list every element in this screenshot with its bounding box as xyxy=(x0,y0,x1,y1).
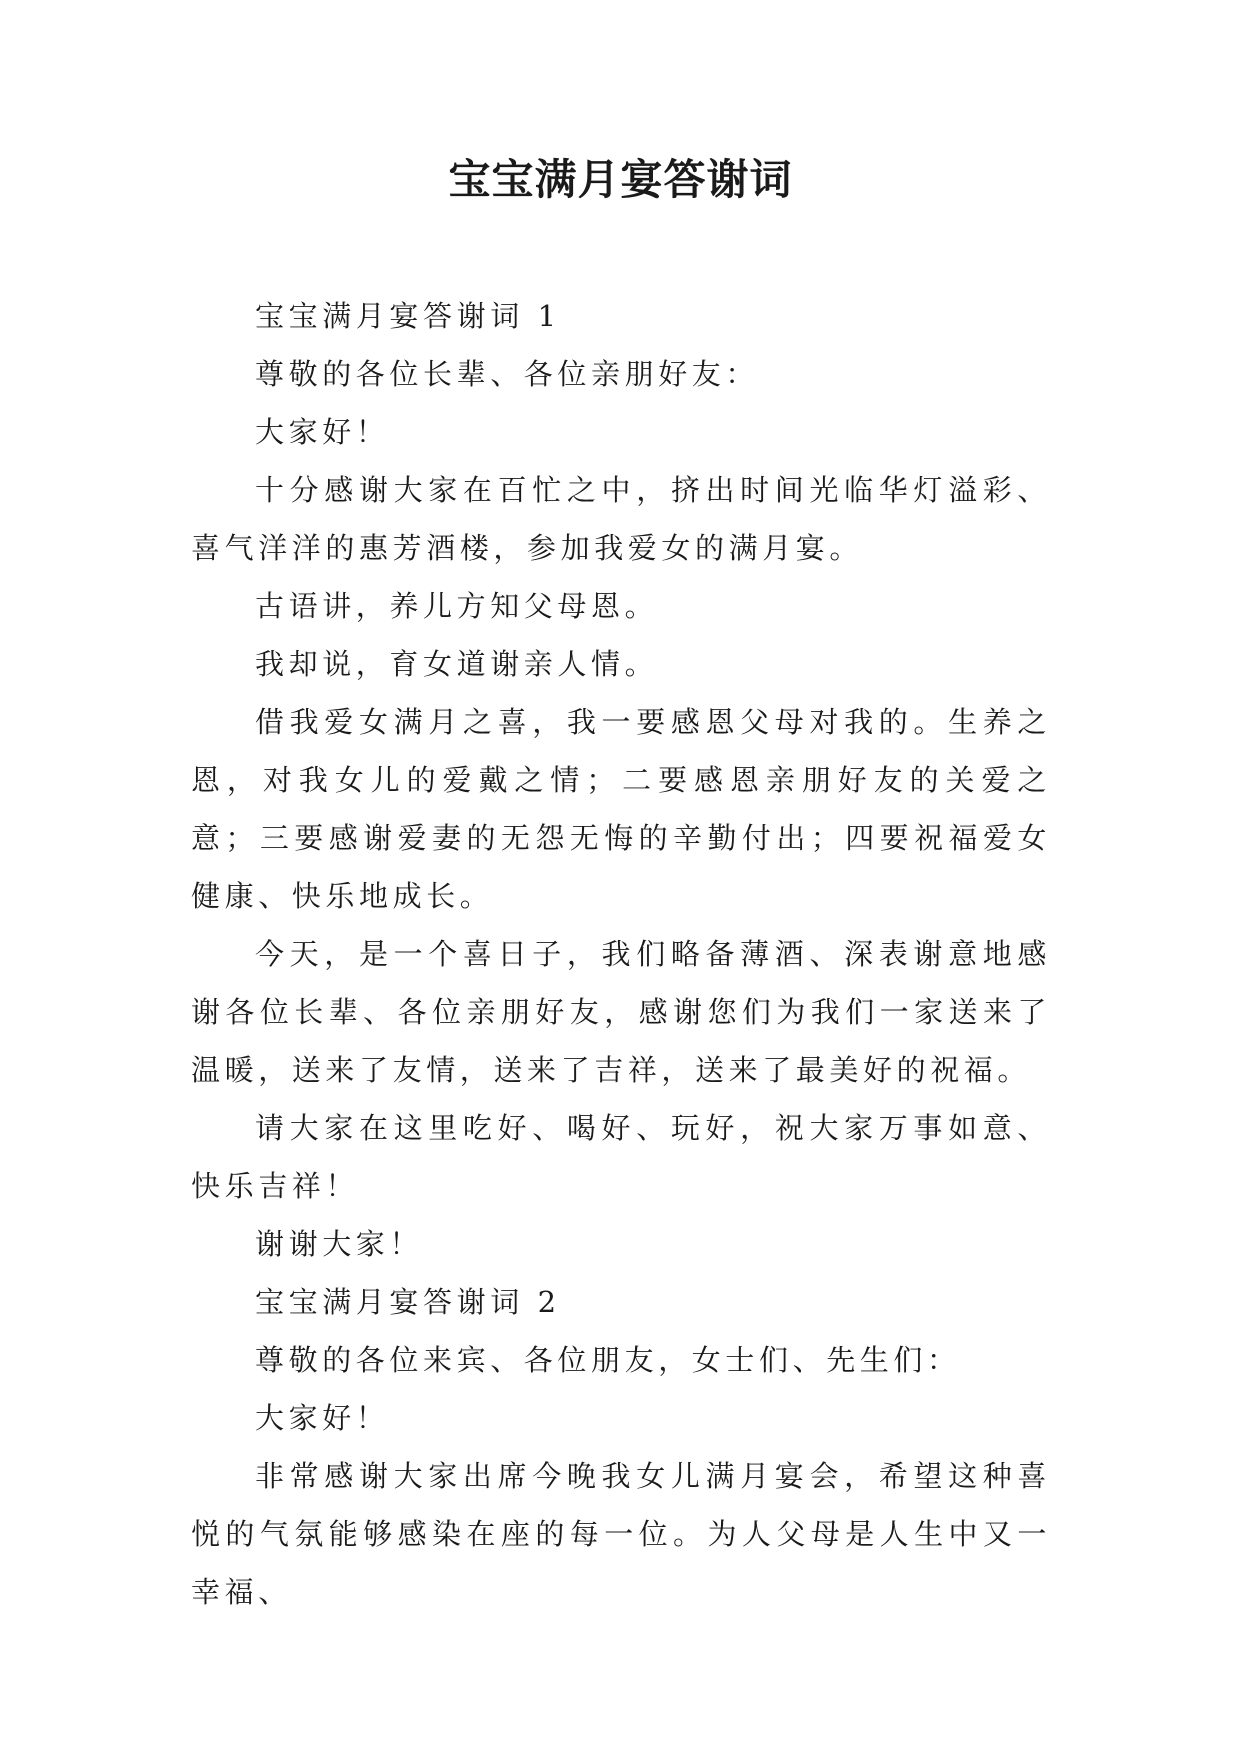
greeting: 大家好！ xyxy=(255,1401,390,1435)
body-paragraph: 今天，是一个喜日子，我们略备薄酒、深表谢意地感谢各位长辈、各位亲朋好友，感谢您们为我们一家送来了温暖，送来了友情，送来了吉祥，送来了最美好的祝福。 xyxy=(191,937,1051,1087)
body-paragraph: 非常感谢大家出席今晚我女儿满月宴会，希望这种喜悦的气氛能够感染在座的每一位。为人父母是人生中又一幸福、 xyxy=(191,1459,1051,1609)
closing-line: 谢谢大家！ xyxy=(255,1227,424,1261)
document-body xyxy=(191,287,1051,1621)
body-paragraph: 十分感谢大家在百忙之中，挤出时间光临华灯溢彩、喜气洋洋的惠芳酒楼，参加我爱女的满月宴。 xyxy=(191,473,1051,565)
greeting: 大家好！ xyxy=(255,415,390,449)
section-heading-1: 宝宝满月宴答谢词 1 xyxy=(255,299,561,333)
salutation: 尊敬的各位来宾、各位朋友，女士们、先生们： xyxy=(255,1343,961,1377)
document-title: 宝宝满月宴答谢词 xyxy=(448,155,793,204)
section-heading-2: 宝宝满月宴答谢词 2 xyxy=(255,1285,561,1319)
body-paragraph: 古语讲，养儿方知父母恩。 xyxy=(255,589,659,623)
body-paragraph: 借我爱女满月之喜，我一要感恩父母对我的。生养之恩，对我女儿的爱戴之情；二要感恩亲朋好友的关爱之意；三要感谢爱妻的无怨无悔的辛勤付出；四要祝福爱女健康、快乐地成长。 xyxy=(191,705,1051,913)
salutation: 尊敬的各位长辈、各位亲朋好友： xyxy=(255,357,760,391)
body-paragraph: 请大家在这里吃好、喝好、玩好，祝大家万事如意、快乐吉祥！ xyxy=(191,1111,1051,1203)
body-paragraph: 我却说，育女道谢亲人情。 xyxy=(255,647,659,681)
